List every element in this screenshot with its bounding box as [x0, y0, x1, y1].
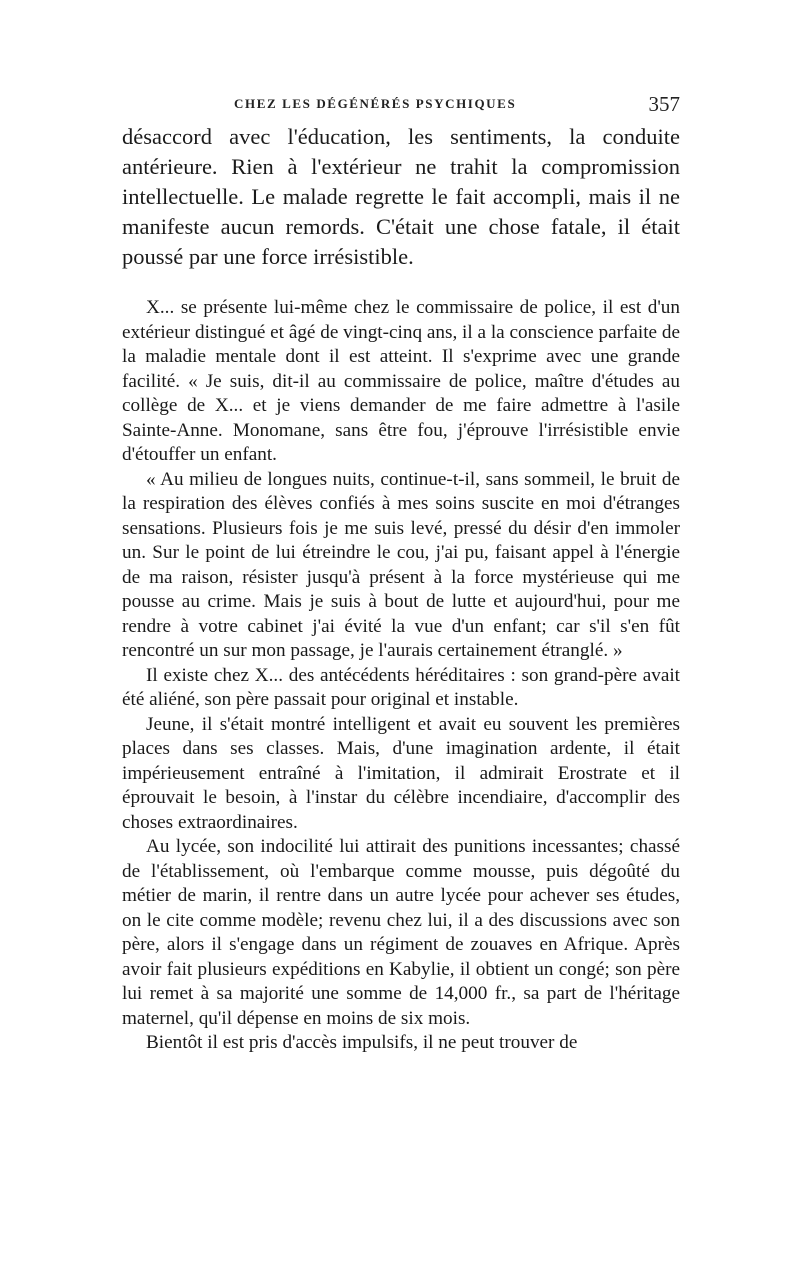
running-head: [122, 94, 682, 118]
paragraph: Au lycée, son indocilité lui attirait des punitions incessantes; chassé de l'établissement, où l'embarque comme mousse, puis dégoûté du métier de marin, il rentre dans un autre lycée pour achever ses études, on le cite comme modèle; revenu chez lui, il a des discussions avec son père, alors il s'engage dans un régiment de zouaves en Afrique. Après avoir fait plusieurs expéditions en Kabylie, il obtient un congé; son père lui remet à sa majorité une somme de 14,000 fr., sa part de l'héritage maternel, qu'il dépense en moins de six mois.: [122, 836, 680, 1029]
page-number: 357: [648, 92, 680, 116]
small-type-block: [122, 296, 680, 1056]
paragraph: X... se présente lui-même chez le commissaire de police, il est d'un extérieur distingué et âgé de vingt-cinq ans, il a la conscience parfaite de la maladie mentale dont il est atteint. Il s'exprime avec une grande facilité. « Je suis, dit-il au commissaire de police, maître d'études au collège de X... et je viens demander de me faire admettre à l'asile Sainte-Anne. Monomane, sans être fou, j'éprouve l'irrésistible envie d'étouffer un enfant.: [122, 297, 680, 465]
paragraph: « Au milieu de longues nuits, continue-t-il, sans sommeil, le bruit de la respiration des élèves confiés à mes soins suscite en moi d'étranges sensations. Plusieurs fois je me suis levé, pressé du désir d'en immoler un. Sur le point de lui étreindre le cou, j'ai pu, faisant appel à l'énergie de ma raison, résister jusqu'à présent à la force mystérieuse qui me pousse au crime. Mais je suis à bout de lutte et aujourd'hui, pour me rendre à votre cabinet j'ai évité la vue d'un enfant; car s'il s'en fût rencontré un sur mon passage, je l'aurais certainement étranglé. »: [122, 468, 680, 661]
large-type-block: [122, 122, 680, 272]
paragraph: désaccord avec l'éducation, les sentiments, la conduite antérieure. Rien à l'extérieur ne trahit la compromission intellectuelle. Le malade regrette le fait accompli, mais il ne manifeste aucun remords. C'était une chose fatale, il était poussé par une force irrésistible.: [122, 124, 680, 269]
paragraph: Bientôt il est pris d'accès impulsifs, il ne peut trouver de: [146, 1032, 578, 1053]
body-text: [122, 122, 680, 1056]
paragraph: Jeune, il s'était montré intelligent et avait eu souvent les premières places dans ses classes. Mais, d'une imagination ardente, il était impérieusement entraîné à l'imitation, il admirait Erostrate et il éprouvait le besoin, à l'instar du célèbre incendiaire, d'accomplir des choses extraordinaires.: [122, 713, 680, 833]
running-title: CHEZ LES DÉGÉNÉRÉS PSYCHIQUES: [234, 96, 517, 111]
paragraph: Il existe chez X... des antécédents héréditaires : son grand-père avait été aliéné, son père passait pour original et instable.: [122, 664, 680, 710]
